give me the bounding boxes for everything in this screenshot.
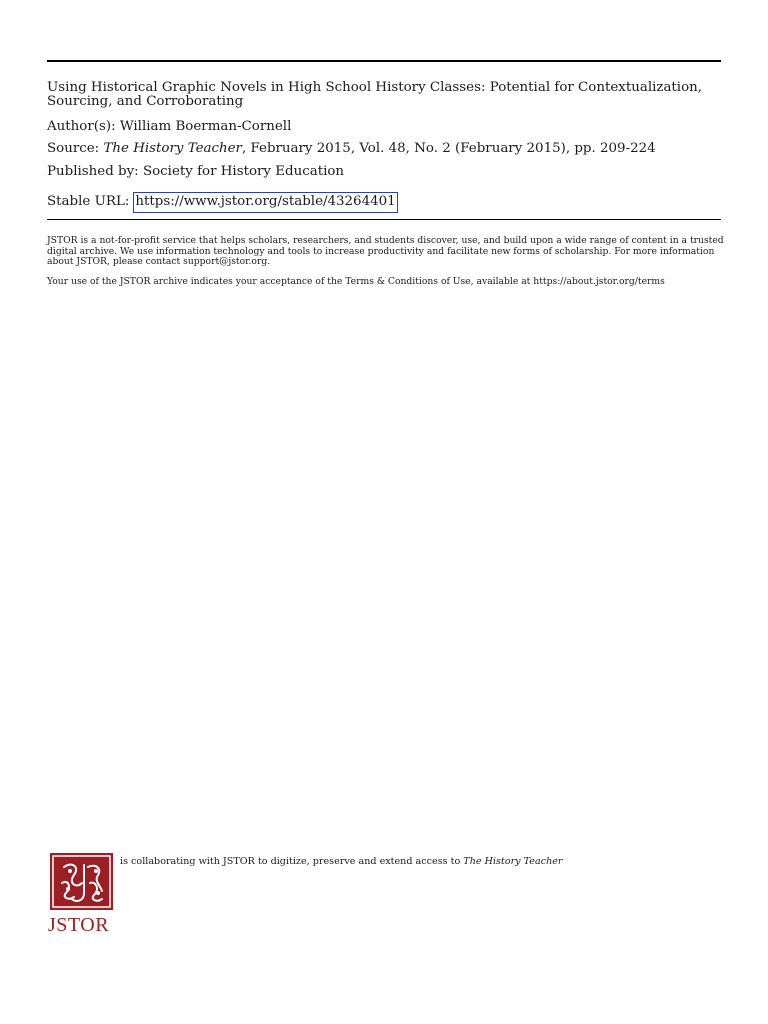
article-title: Using Historical Graphic Novels in High School History Classes: Potential for Contextualization, Sourcing, and Corroborating	[47, 80, 703, 109]
authors-label: Author(s):	[47, 119, 116, 134]
source-line	[47, 142, 656, 156]
authors-value: William Boerman-Cornell	[119, 119, 292, 134]
source-label: Source:	[47, 141, 100, 156]
terms-notice: Your use of the JSTOR archive indicates your acceptance of the Terms & Conditions of Use, available at https://about.jstor.org/terms	[47, 276, 665, 287]
jstor-wordmark: JSTOR	[48, 914, 110, 936]
top-rule	[47, 60, 721, 62]
collab-text: is collaborating with JSTOR to digitize, preserve and extend access to	[120, 856, 461, 867]
collab-journal: The History Teacher	[463, 856, 563, 867]
stable-url-label: Stable URL:	[47, 194, 130, 209]
collaboration-statement	[120, 856, 563, 867]
jstor-about-notice: JSTOR is a not-for-profit service that helps scholars, researchers, and students discover, use, and build upon a wide range of content in a trusted digital archive. We use information technology and tools to increase productivity and facilitate new forms of scholarship. For more information about JSTOR, please contact support@jstor.org.	[47, 235, 724, 268]
stable-url-line	[47, 192, 398, 213]
published-line	[47, 165, 344, 179]
header-divider	[47, 219, 721, 220]
source-details: , February 2015, Vol. 48, No. 2 (February 2015), pp. 209-224	[241, 141, 656, 156]
stable-url-link[interactable]: https://www.jstor.org/stable/43264401	[133, 192, 397, 213]
publisher-value: Society for History Education	[142, 164, 345, 179]
published-label: Published by:	[47, 164, 139, 179]
jstor-emblem-icon	[50, 853, 113, 910]
source-journal: The History Teacher	[103, 141, 242, 156]
authors-line	[47, 120, 291, 134]
jstor-logo	[48, 853, 115, 935]
